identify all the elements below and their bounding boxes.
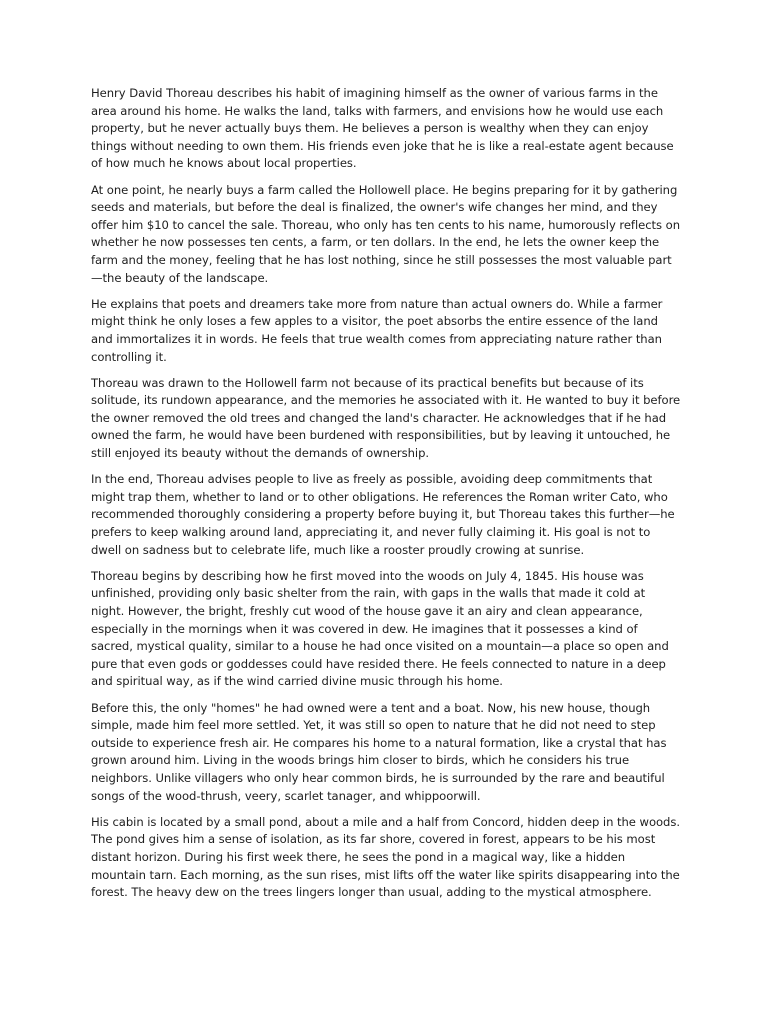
paragraph-4: Thoreau was drawn to the Hollowell farm not because of its practical benefits but because of its solitude, its rundown appearance, and the memories he associated with it. He wanted to buy it before the owner removed the old trees and changed the land's character. He acknowledges that if he had owned the farm, he would have been burdened with responsibilities, but by leaving it untouched, he still enjoyed its beauty without the demands of ownership. bbox=[91, 375, 681, 461]
document-page bbox=[91, 85, 681, 910]
paragraph-5: In the end, Thoreau advises people to live as freely as possible, avoiding deep commitments that might trap them, whether to land or to other obligations. He references the Roman writer Cato, who recommended thoroughly considering a property before buying it, but Thoreau takes this further—he prefers to keep walking around land, appreciating it, and never fully claiming it. His goal is not to dwell on sadness but to celebrate life, much like a rooster proudly crowing at sunrise. bbox=[91, 472, 675, 557]
paragraph-8: His cabin is located by a small pond, about a mile and a half from Concord, hidden deep in the woods. The pond gives him a sense of isolation, as its far shore, covered in forest, appears to be his most distant horizon. During his first week there, he sees the pond in a magical way, like a hidden mountain tarn. Each morning, as the sun rises, mist lifts off the water like spirits disappearing into the forest. The heavy dew on the trees lingers longer than usual, adding to the mystical atmosphere. bbox=[91, 814, 680, 900]
paragraph-3: He explains that poets and dreamers take more from nature than actual owners do. While a farmer might think he only loses a few apples to a visitor, the poet absorbs the entire essence of the land and immortalizes it in words. He feels that true wealth comes from appreciating nature rather than controlling it. bbox=[91, 296, 663, 364]
paragraph-2: At one point, he nearly buys a farm called the Hollowell place. He begins preparing for it by gathering seeds and materials, but before the deal is finalized, the owner's wife changes her mind, and they offer him $10 to cancel the sale. Thoreau, who only has ten cents to his name, humorously reflects on whether he now possesses ten cents, a farm, or ten dollars. In the end, he lets the owner keep the farm and the money, feeling that he has lost nothing, since he still possesses the most valuable part—the beauty of the landscape. bbox=[91, 182, 681, 285]
paragraph-7: Before this, the only "homes" he had owned were a tent and a boat. Now, his new house, though simple, made him feel more settled. Yet, it was still so open to nature that he did not need to step outside to experience fresh air. He compares his home to a natural formation, like a crystal that has grown around him. Living in the woods brings him closer to birds, which he considers his true neighbors. Unlike villagers who only hear common birds, he is surrounded by the rare and beautiful songs of the wood-thrush, veery, scarlet tanager, and whippoorwill. bbox=[91, 700, 667, 803]
paragraph-6: Thoreau begins by describing how he first moved into the woods on July 4, 1845. His house was unfinished, providing only basic shelter from the rain, with gaps in the walls that made it cold at night. However, the bright, freshly cut wood of the house gave it an airy and clean appearance, especially in the mornings when it was covered in dew. He imagines that it possesses a kind of sacred, mystical quality, similar to a house he had once visited on a mountain—a place so open and pure that even gods or goddesses could have resided there. He feels connected to nature in a deep and spiritual way, as if the wind carried divine music through his home. bbox=[91, 568, 669, 689]
paragraph-1: Henry David Thoreau describes his habit of imagining himself as the owner of various farms in the area around his home. He walks the land, talks with farmers, and envisions how he would use each property, but he never actually buys them. He believes a person is wealthy when they can enjoy things without needing to own them. His friends even joke that he is like a real-estate agent because of how much he knows about local properties. bbox=[91, 86, 674, 171]
